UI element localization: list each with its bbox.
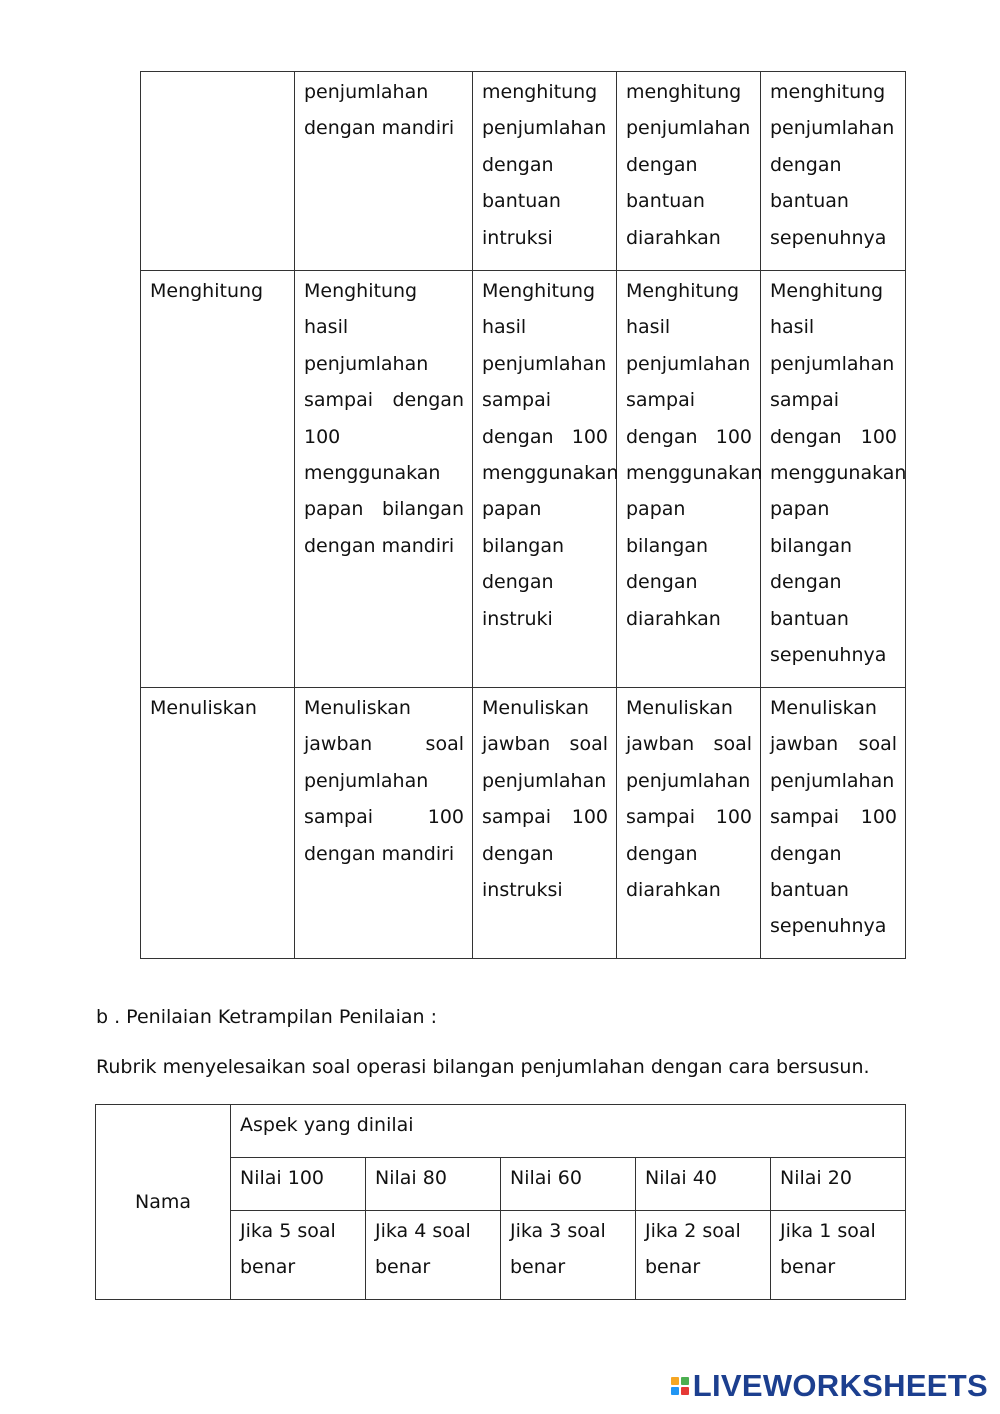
rubric-cell: penjumlahan dengan mandiri (295, 72, 473, 271)
rubric-cell: Menuliskan jawban soal penjumlahan sampai 100 dengan instruksi (473, 688, 617, 959)
criteria-cell: Jika 2 soal benar (636, 1211, 771, 1300)
level-header: Nilai 40 (636, 1158, 771, 1211)
name-header: Nama (96, 1105, 231, 1300)
table-row (96, 1105, 906, 1158)
liveworksheets-logo (671, 1368, 988, 1404)
criteria-cell: Jika 4 soal benar (366, 1211, 501, 1300)
level-header: Nilai 20 (771, 1158, 906, 1211)
rubric-cell: menghitung penjumlahan dengan bantuan diarahkan (617, 72, 761, 271)
level-header: Nilai 100 (231, 1158, 366, 1211)
criteria-cell: Jika 1 soal benar (771, 1211, 906, 1300)
skills-rubric-table (95, 1104, 906, 1300)
criterion-cell: Menuliskan (141, 688, 295, 959)
rubric-cell: Menghitung hasil penjumlahan sampai dengan 100 menggunakan papan bilangan dengan mandiri (295, 271, 473, 688)
criteria-cell: Jika 3 soal benar (501, 1211, 636, 1300)
rubric-cell: Menuliskan jawban soal penjumlahan sampai 100 dengan diarahkan (617, 688, 761, 959)
rubric-cell: Menuliskan jawban soal penjumlahan sampai 100 dengan bantuan sepenuhnya (761, 688, 906, 959)
criterion-cell (141, 72, 295, 271)
rubric-cell: menghitung penjumlahan dengan bantuan sepenuhnya (761, 72, 906, 271)
assessment-rubric-table (140, 71, 906, 959)
table-row (141, 271, 906, 688)
level-header: Nilai 60 (501, 1158, 636, 1211)
rubric-cell: Menghitung hasil penjumlahan sampai dengan 100 menggunakan papan bilangan dengan instruki (473, 271, 617, 688)
table-row (141, 688, 906, 959)
rubric-cell: Menghitung hasil penjumlahan sampai dengan 100 menggunakan papan bilangan dengan bantuan sepenuhnya (761, 271, 906, 688)
rubric-cell: Menuliskan jawban soal penjumlahan sampai 100 dengan mandiri (295, 688, 473, 959)
criterion-cell: Menghitung (141, 271, 295, 688)
brand-name: LIVEWORKSHEETS (692, 1368, 988, 1403)
criteria-cell: Jika 5 soal benar (231, 1211, 366, 1300)
section-heading: b . Penilaian Ketrampilan Penilaian : (96, 1006, 437, 1028)
liveworksheets-logo-icon (671, 1377, 689, 1395)
aspect-header: Aspek yang dinilai (231, 1105, 906, 1158)
rubric-cell: menghitung penjumlahan dengan bantuan intruksi (473, 72, 617, 271)
level-header: Nilai 80 (366, 1158, 501, 1211)
section-description: Rubrik menyelesaikan soal operasi bilangan penjumlahan dengan cara bersusun. (96, 1056, 870, 1078)
rubric-cell: Menghitung hasil penjumlahan sampai dengan 100 menggunakan papan bilangan dengan diarahkan (617, 271, 761, 688)
table-row (141, 72, 906, 271)
